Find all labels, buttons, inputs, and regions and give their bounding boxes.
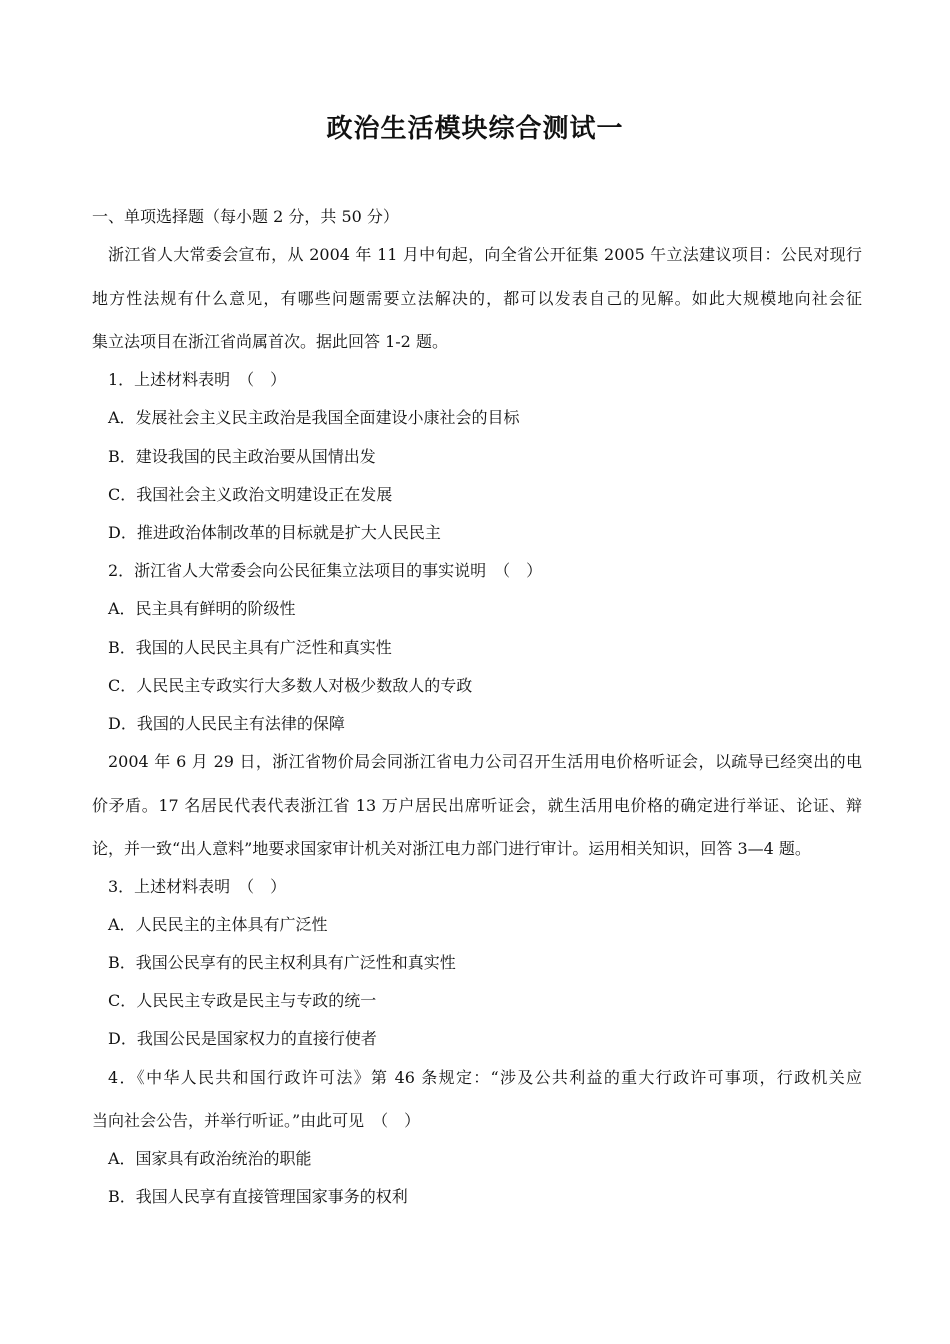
passage-1-line-1: 浙江省人大常委会宣布，从 2004 年 11 月中旬起，向全省公开征集 2005 午立法建议项目：公民对现行 — [108, 245, 862, 264]
question-3-option-c: C．人民民主专政是民主与专政的统一 — [108, 991, 377, 1010]
question-4-stem-line-1: 4．《中华人民共和国行政许可法》第 46 条规定：“涉及公共利益的重大行政许可事项，行政机关应 — [108, 1068, 862, 1087]
question-4-stem-line-2: 当向社会公告，并举行听证。”由此可见 （ ） — [92, 1111, 421, 1130]
question-2-option-c: C．人民民主专政实行大多数人对极少数敌人的专政 — [108, 676, 473, 695]
passage-2-line-3: 论，并一致“出人意料”地要求国家审计机关对浙江电力部门进行审计。运用相关知识，回答 3—4 题。 — [92, 839, 811, 858]
question-2-option-a: A．民主具有鲜明的阶级性 — [108, 599, 296, 618]
question-4-option-a: A．国家具有政治统治的职能 — [108, 1149, 312, 1168]
question-1-option-d: D．推进政治体制改革的目标就是扩大人民民主 — [108, 523, 441, 542]
section-heading: 一、单项选择题（每小题 2 分，共 50 分） — [92, 207, 399, 226]
question-1-stem: 1．上述材料表明 （ ） — [108, 370, 287, 389]
question-3-stem: 3．上述材料表明 （ ） — [108, 877, 287, 896]
document-title: 政治生活模块综合测试一 — [326, 114, 624, 144]
question-1-option-a: A．发展社会主义民主政治是我国全面建设小康社会的目标 — [108, 408, 520, 427]
question-1-option-b: B．建设我国的民主政治要从国情出发 — [108, 447, 376, 466]
question-3-option-a: A．人民民主的主体具有广泛性 — [108, 915, 328, 934]
passage-1-line-2: 地方性法规有什么意见，有哪些问题需要立法解决的，都可以发表自己的见解。如此大规模地向社会征 — [92, 289, 862, 308]
question-3-option-d: D．我国公民是国家权力的直接行使者 — [108, 1029, 377, 1048]
question-3-option-b: B．我国公民享有的民主权利具有广泛性和真实性 — [108, 953, 456, 972]
question-2-stem: 2．浙江省人大常委会向公民征集立法项目的事实说明 （ ） — [108, 561, 543, 580]
passage-1-line-3: 集立法项目在浙江省尚属首次。据此回答 1-2 题。 — [92, 332, 448, 351]
passage-2-line-2: 价矛盾。17 名居民代表代表浙江省 13 万户居民出席听证会，就生活用电价格的确定进行举证、论证、辩 — [92, 796, 862, 815]
question-2-option-b: B．我国的人民民主具有广泛性和真实性 — [108, 638, 392, 657]
passage-2-line-1: 2004 年 6 月 29 日，浙江省物价局会同浙江省电力公司召开生活用电价格听证会，以疏导已经突出的电 — [108, 752, 862, 771]
question-4-option-b: B．我国人民享有直接管理国家事务的权利 — [108, 1187, 408, 1206]
question-1-option-c: C．我国社会主义政治文明建设正在发展 — [108, 485, 393, 504]
question-2-option-d: D．我国的人民民主有法律的保障 — [108, 714, 345, 733]
